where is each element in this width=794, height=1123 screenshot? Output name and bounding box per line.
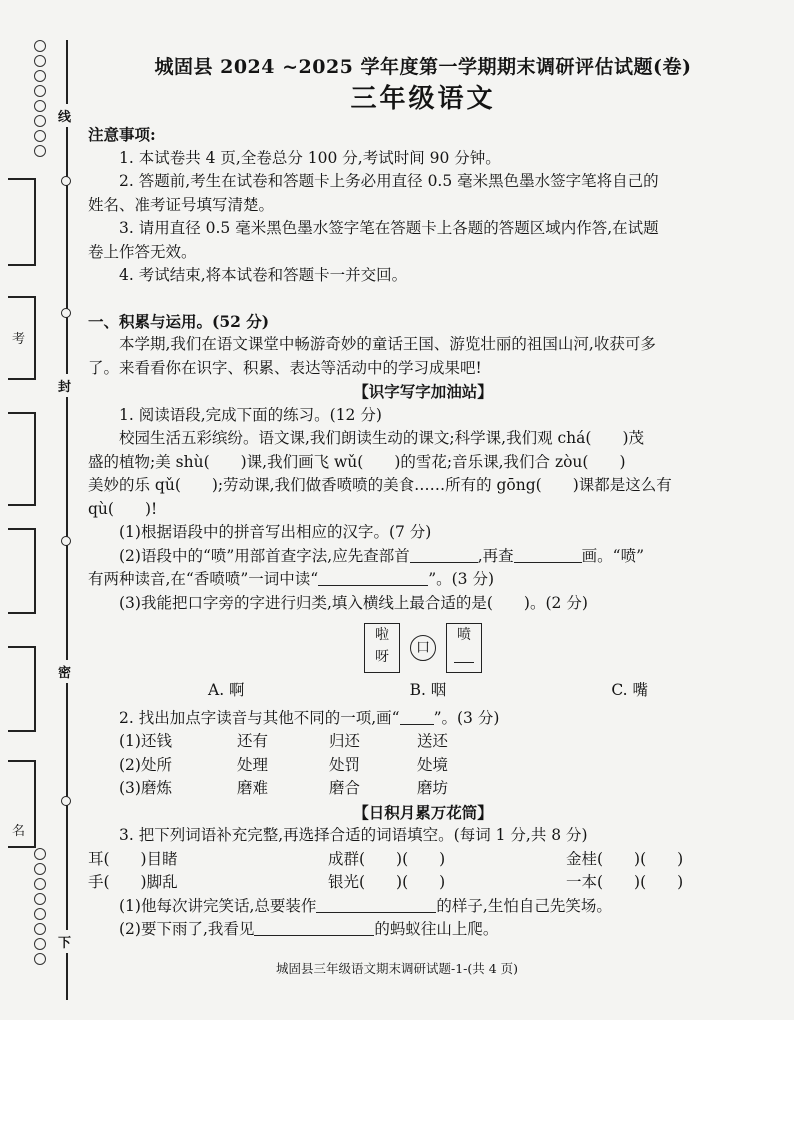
idiom-blank-group[interactable]: 耳( )目睹: [88, 849, 178, 868]
exam-content: [88, 56, 758, 942]
q2-row-1: [119, 730, 758, 754]
option-c[interactable]: C. 嘴: [611, 681, 648, 699]
binding-holes-top: [34, 40, 48, 160]
section1-intro-1: 本学期,我们在语文课堂中畅游奇妙的童话王国、游览壮丽的祖国山河,收获可多: [119, 335, 656, 353]
q2-title: 2. 找出加点字读音与其他不同的一项,画“ ”。(3 分): [119, 708, 500, 727]
q2-row-2: [119, 754, 758, 778]
idiom-blank-group[interactable]: 金桂( )( ): [566, 849, 684, 868]
q3-row-2: [88, 871, 758, 895]
margin-field-box-6[interactable]: 名: [8, 760, 36, 848]
section1-heading: 一、积累与运用。(52 分): [88, 311, 270, 331]
q1-passage-2: 盛的植物;美 shù( )课,我们画飞 wǔ( )的雪花;音乐课,我们合 zòu( ): [88, 452, 626, 471]
margin-field-box-1[interactable]: [8, 178, 36, 266]
q2-rows: [88, 730, 758, 801]
q2-word[interactable]: 处理: [237, 755, 269, 774]
q2-word[interactable]: (2)处所: [119, 755, 172, 774]
notice-item-2: 2. 答题前,考生在试卷和答题卡上务必用直径 0.5 毫米黑色墨水签字笔将自己的: [119, 172, 659, 190]
q2-row-3: [119, 777, 758, 801]
margin-marker-seal: 封: [58, 374, 71, 397]
mouth-radical-circle: 口: [410, 635, 436, 661]
q2-word[interactable]: 归还: [329, 732, 361, 750]
diagram-answer-blank[interactable]: [454, 646, 474, 663]
q2-word[interactable]: 处境: [417, 755, 449, 774]
idiom-fill-blank-1[interactable]: [316, 896, 436, 913]
radical-group-left: 啦 呀: [364, 623, 400, 673]
q2-word[interactable]: 磨难: [237, 779, 269, 797]
margin-marker-secret: 密: [58, 660, 71, 683]
margin-field-box-2[interactable]: 考: [8, 296, 36, 380]
q1-sub2: (2)语段中的“喷”用部首查字法,应先查部首 ,再查 画。“喷”: [119, 546, 645, 565]
q1-sub3: (3)我能把口字旁的字进行归类,填入横线上最合适的是( )。(2 分): [119, 593, 588, 612]
q1-options: [88, 679, 758, 703]
q2-word[interactable]: (3)磨炼: [119, 779, 172, 797]
notice-item-3: 3. 请用直径 0.5 毫米黑色墨水签字笔在答题卡上各题的答题区域内作答,在试题: [119, 219, 659, 237]
q1-passage-3: 美妙的乐 qǔ( );劳动课,我们做香喷喷的美食……所有的 gōng( )课都是这么有: [88, 476, 672, 494]
q2-word[interactable]: (1)还钱: [119, 732, 172, 750]
q3-title: 3. 把下列词语补充完整,再选择合适的词语填空。(每词 1 分,共 8 分): [119, 826, 588, 844]
radical-answer-blank[interactable]: [410, 546, 478, 563]
option-a[interactable]: A. 啊: [208, 681, 245, 699]
idiom-blank-group[interactable]: 一本( )( ): [566, 873, 684, 891]
q3-sub1: (1)他每次讲完笑话,总要装作 的样子,生怕自己先笑场。: [119, 896, 612, 915]
notice-item-2-cont: 姓名、准考证号填写清楚。: [88, 195, 275, 214]
margin-field-box-4[interactable]: [8, 528, 36, 614]
q1-title: 1. 阅读语段,完成下面的练习。(12 分): [119, 405, 382, 424]
margin-marker-line: 线: [58, 104, 71, 127]
notice-item-1: 1. 本试卷共 4 页,全卷总分 100 分,考试时间 90 分钟。: [119, 148, 501, 167]
margin-field-box-3[interactable]: [8, 412, 36, 506]
banner-literacy: 【识字写字加油站】: [353, 382, 493, 401]
idiom-blank-group[interactable]: 手( )脚乱: [88, 873, 178, 891]
q2-word[interactable]: 处罚: [329, 755, 361, 774]
exam-subject: 三年级语文: [350, 83, 496, 114]
q2-word[interactable]: 送还: [417, 732, 449, 750]
page-footer: 城固县三年级语文期末调研试题-1-(共 4 页): [275, 961, 519, 976]
binding-holes-bottom: [34, 848, 48, 968]
idiom-blank-group[interactable]: 银光( )( ): [328, 873, 446, 891]
option-b[interactable]: B. 咽: [409, 681, 447, 699]
q2-word[interactable]: 磨合: [329, 779, 361, 797]
idiom-blank-group[interactable]: 成群( )( ): [328, 849, 446, 868]
q1-passage-1: 校园生活五彩缤纷。语文课,我们朗读生动的课文;科学课,我们观 chá( )茂: [119, 429, 645, 447]
radical-diagram: [88, 623, 758, 673]
q2-word[interactable]: 还有: [237, 732, 269, 750]
notice-section: [88, 123, 758, 288]
banner-accumulation: 【日积月累万花筒】: [353, 802, 493, 822]
q3-sub2: (2)要下雨了,我看见 的蚂蚁往山上爬。: [119, 920, 499, 938]
exam-title: 城固县 2024 ~2025 学年度第一学期期末调研评估试题(卷): [154, 56, 692, 78]
q1-sub1: (1)根据语段中的拼音写出相应的汉字。(7 分): [119, 523, 432, 541]
stroke-count-blank[interactable]: [514, 546, 582, 563]
notice-item-4: 4. 考试结束,将本试卷和答题卡一并交回。: [119, 266, 408, 284]
margin-field-box-5[interactable]: [8, 646, 36, 732]
idiom-fill-blank-2[interactable]: [254, 919, 374, 936]
q1-passage-4: qù( )!: [88, 499, 158, 518]
q2-word[interactable]: 磨坊: [417, 779, 449, 797]
q1-sub2-cont: 有两种读音,在“香喷喷”一词中读“ ”。(3 分): [88, 570, 495, 588]
q3-row-1: [88, 848, 758, 872]
section1-intro-2: 了。来看看你在识字、积累、表达等活动中的学习成果吧!: [88, 358, 482, 377]
notice-item-3-cont: 卷上作答无效。: [88, 242, 197, 261]
margin-marker-below: 下: [58, 930, 71, 953]
radical-group-right: 喷: [446, 623, 482, 673]
notice-heading: 注意事项:: [88, 125, 156, 144]
pronunciation-blank[interactable]: [318, 569, 428, 586]
